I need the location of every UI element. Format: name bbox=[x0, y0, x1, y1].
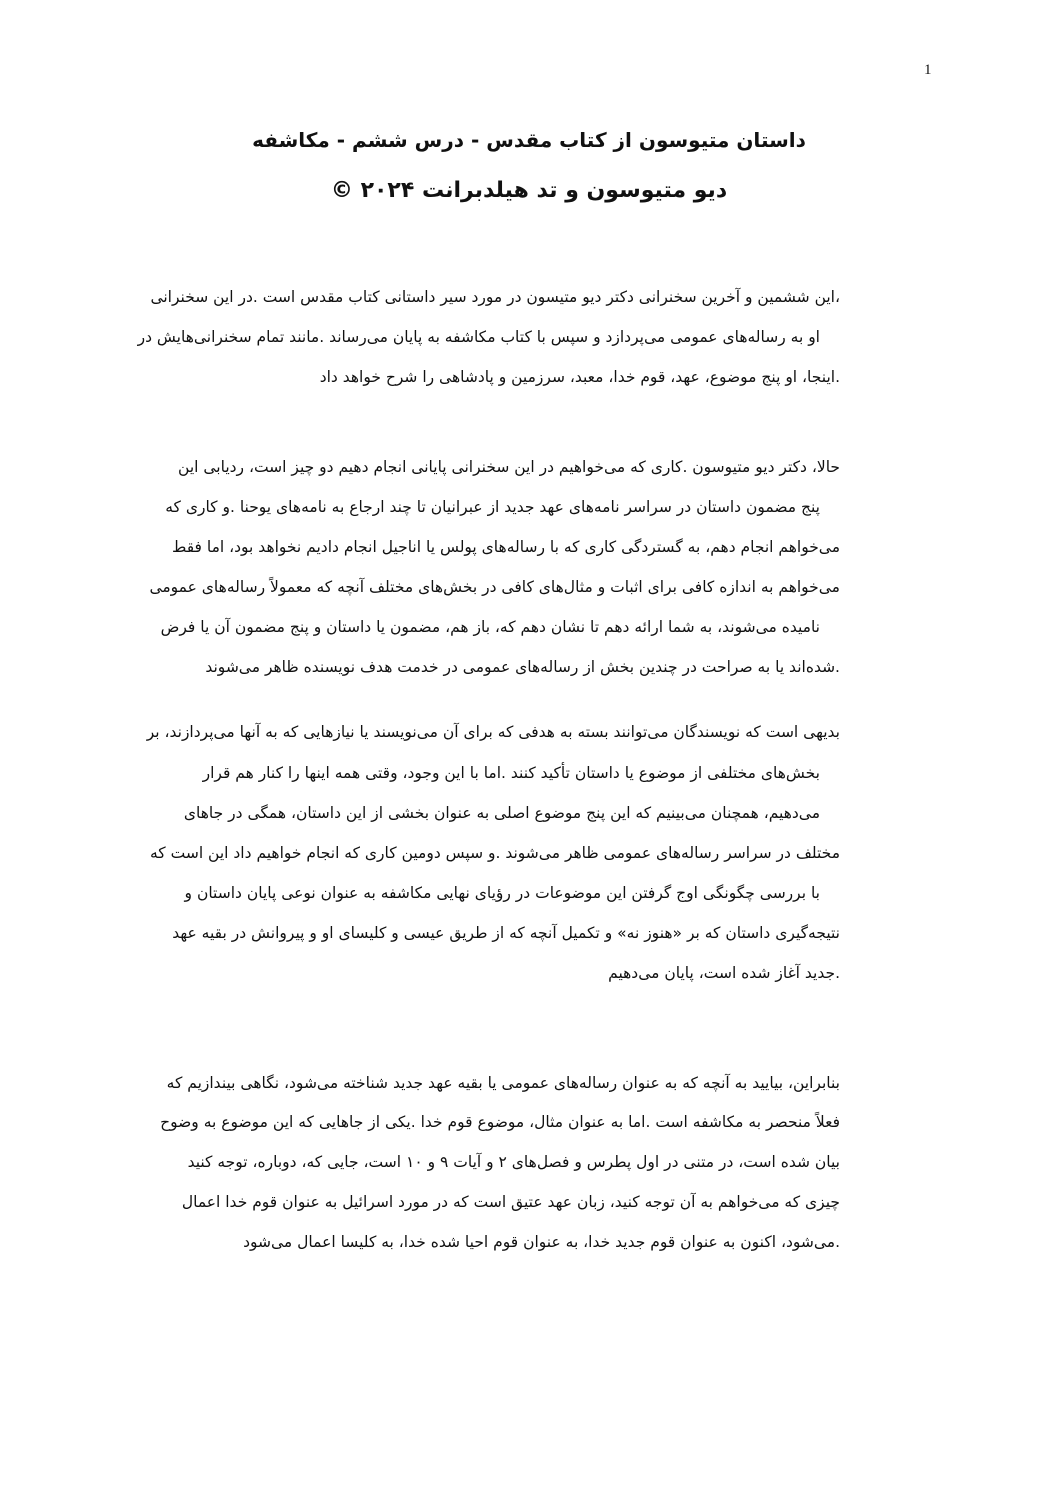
text-line: چیزی که می‌خواهم به آن توجه کنید، زبان عهد عتیق است که در مورد اسرائیل به عنوان قوم خدا اعمال bbox=[181, 1193, 840, 1211]
text-line: ،این ششمین و آخرین سخنرانی دکتر دیو متیسون در مورد سیر داستانی کتاب مقدس است .در این سخنرانی bbox=[150, 288, 840, 306]
text-line: بیان شده است، در متنی در اول پطرس و فصل‌های ۲ و آیات ۹ و ۱۰ است، جایی که، دوباره، توجه کنید bbox=[187, 1153, 840, 1171]
text-line: .اینجا، او پنج موضوع، عهد، قوم خدا، معبد، سرزمین و پادشاهی را شرح خواهد داد bbox=[319, 368, 840, 386]
document-subtitle: دیو متیوسون و تد هیلدبرانت ۲۰۲۴ © bbox=[330, 178, 728, 203]
text-line: حالا، دکتر دیو متیوسون .کاری که می‌خواهیم در این سخنرانی پایانی انجام دهیم دو چیز است، ردیابی این bbox=[178, 458, 840, 476]
text-line: فعلاً منحصر به مکاشفه است .اما به عنوان مثال، موضوع قوم خدا .یکی از جاهایی که این موضوع به وضوح bbox=[160, 1113, 840, 1131]
text-line: می‌خواهم به اندازه کافی برای اثبات و مثال‌های کافی در بخش‌های مختلف آنچه که معمولاً رساله‌های عمومی bbox=[149, 578, 840, 596]
page-number: 1 bbox=[924, 62, 932, 78]
text-line: .جدید آغاز شده است، پایان می‌دهیم bbox=[608, 964, 840, 982]
text-line: می‌دهیم، همچنان می‌بینیم که این پنج موضوع اصلی به عنوان بخشی از این داستان، همگی در جاهای bbox=[183, 804, 820, 822]
text-line: با بررسی چگونگی اوج گرفتن این موضوعات در رؤیای نهایی مکاشفه به عنوان نوعی پایان داستان و bbox=[184, 884, 820, 902]
text-line: .می‌شود، اکنون به عنوان قوم جدید خدا، به عنوان قوم احیا شده خدا، به کلیسا اعمال می‌شود bbox=[243, 1233, 840, 1251]
text-line: پنج مضمون داستان در سراسر نامه‌های عهد جدید از عبرانیان تا چند ارجاع به نامه‌های یوحنا .و کاری که bbox=[165, 498, 820, 516]
text-line: می‌خواهم انجام دهم، به گستردگی کاری که با رساله‌های پولس یا اناجیل انجام دادیم نخواهد بود، اما فقط bbox=[172, 538, 840, 556]
text-line: بخش‌های مختلفی از موضوع یا داستان تأکید کنند .اما با این وجود، وقتی همه اینها را کنار هم قرار bbox=[202, 764, 820, 782]
text-line: مختلف در سراسر رساله‌های عمومی ظاهر می‌شوند .و سپس دومین کاری که انجام خواهیم داد این است که bbox=[150, 844, 840, 862]
document-title: داستان متیوسون از کتاب مقدس - درس ششم - مکاشفه bbox=[252, 128, 806, 152]
text-line: بنابراین، بیایید به آنچه که به عنوان رساله‌های عمومی یا بقیه عهد جدید شناخته می‌شود، نگاهی بیندازیم که bbox=[166, 1074, 840, 1092]
text-line: او به رساله‌های عمومی می‌پردازد و سپس با کتاب مکاشفه به پایان می‌رساند .مانند تمام سخنرانی‌هایش در bbox=[137, 328, 820, 346]
text-line: نتیجه‌گیری داستان که بر «هنوز نه» و تکمیل آنچه که از طریق عیسی و کلیسای او و پیروانش در بقیه عهد bbox=[172, 924, 840, 942]
text-line: .شده‌اند یا به صراحت در چندین بخش از رساله‌های عمومی در خدمت هدف نویسنده ظاهر می‌شوند bbox=[205, 658, 840, 676]
text-line: بدیهی است که نویسندگان می‌توانند بسته به هدفی که برای آن می‌نویسند یا نیازهایی که به آنها می‌پردازند، بر bbox=[146, 723, 840, 741]
text-line: نامیده می‌شوند، به شما ارائه دهم تا نشان دهم که، باز هم، مضمون یا داستان و پنج مضمون آن یا فرض bbox=[160, 618, 820, 636]
